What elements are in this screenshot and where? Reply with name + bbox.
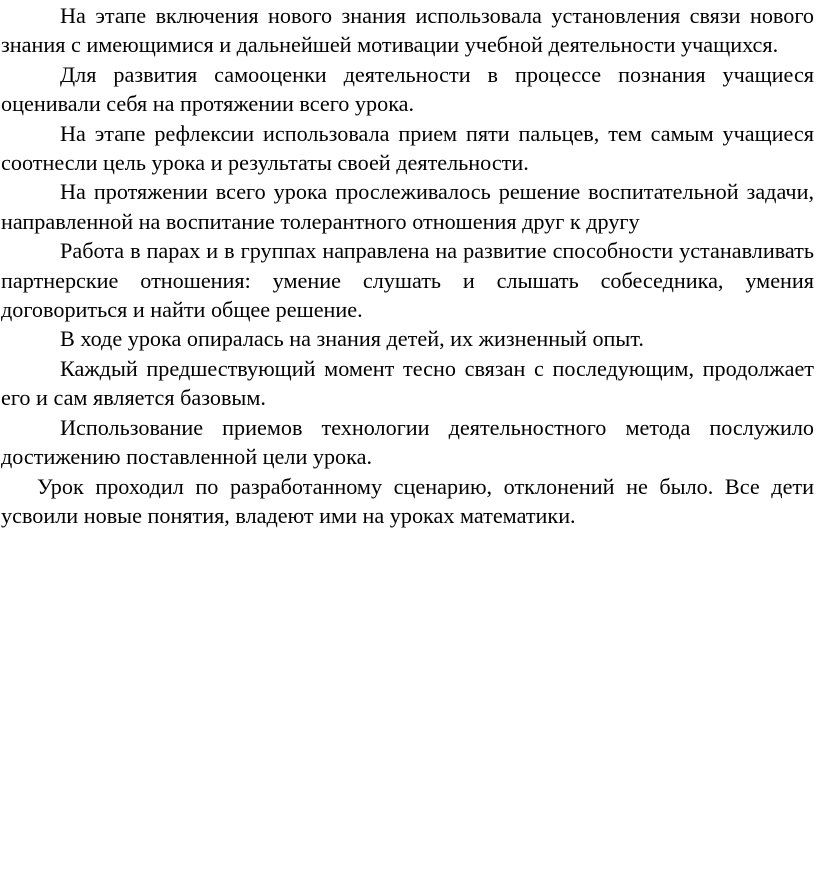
paragraph-method-techniques: Использование приемов технологии деятельностного метода послужило достижению поставленной цели урока. [1,414,814,470]
paragraph-life-experience: В ходе урока опиралась на знания детей, их жизненный опыт. [60,326,644,352]
paragraph-reflection: На этапе рефлексии использовала прием пяти пальцев, тем самым учащиеся соотнесли цель урока и результаты своей деятельности. [1,120,814,176]
paragraph-conclusion: Урок проходил по разработанному сценарию, отклонений не было. Все дети усвоили новые понятия, владеют ими на уроках математики. [1,473,814,528]
paragraph-pair-work: Работа в парах и в группах направлена на развитие способности устанавливать партнерские отношения: умение слушать и слышать собеседника, умения договориться и найти общее решение. [1,238,814,323]
paragraph-self-assessment: Для развития самооценки деятельности в процессе познания учащиеся оценивали себя на протяжении всего урока. [1,61,814,117]
paragraph-educational-task: На протяжении всего урока прослеживалось решение воспитательной задачи, направленной на воспитание толерантного отношения друг к другу [1,179,814,234]
paragraph-new-knowledge: На этапе включения нового знания использовала установления связи нового знания с имеющимися и дальнейшей мотивации учебной деятельности учащихся. [1,3,814,58]
document-page [1,0,814,530]
paragraph-lesson-continuity: Каждый предшествующий момент тесно связан с последующим, продолжает его и сам является базовым. [1,355,814,411]
